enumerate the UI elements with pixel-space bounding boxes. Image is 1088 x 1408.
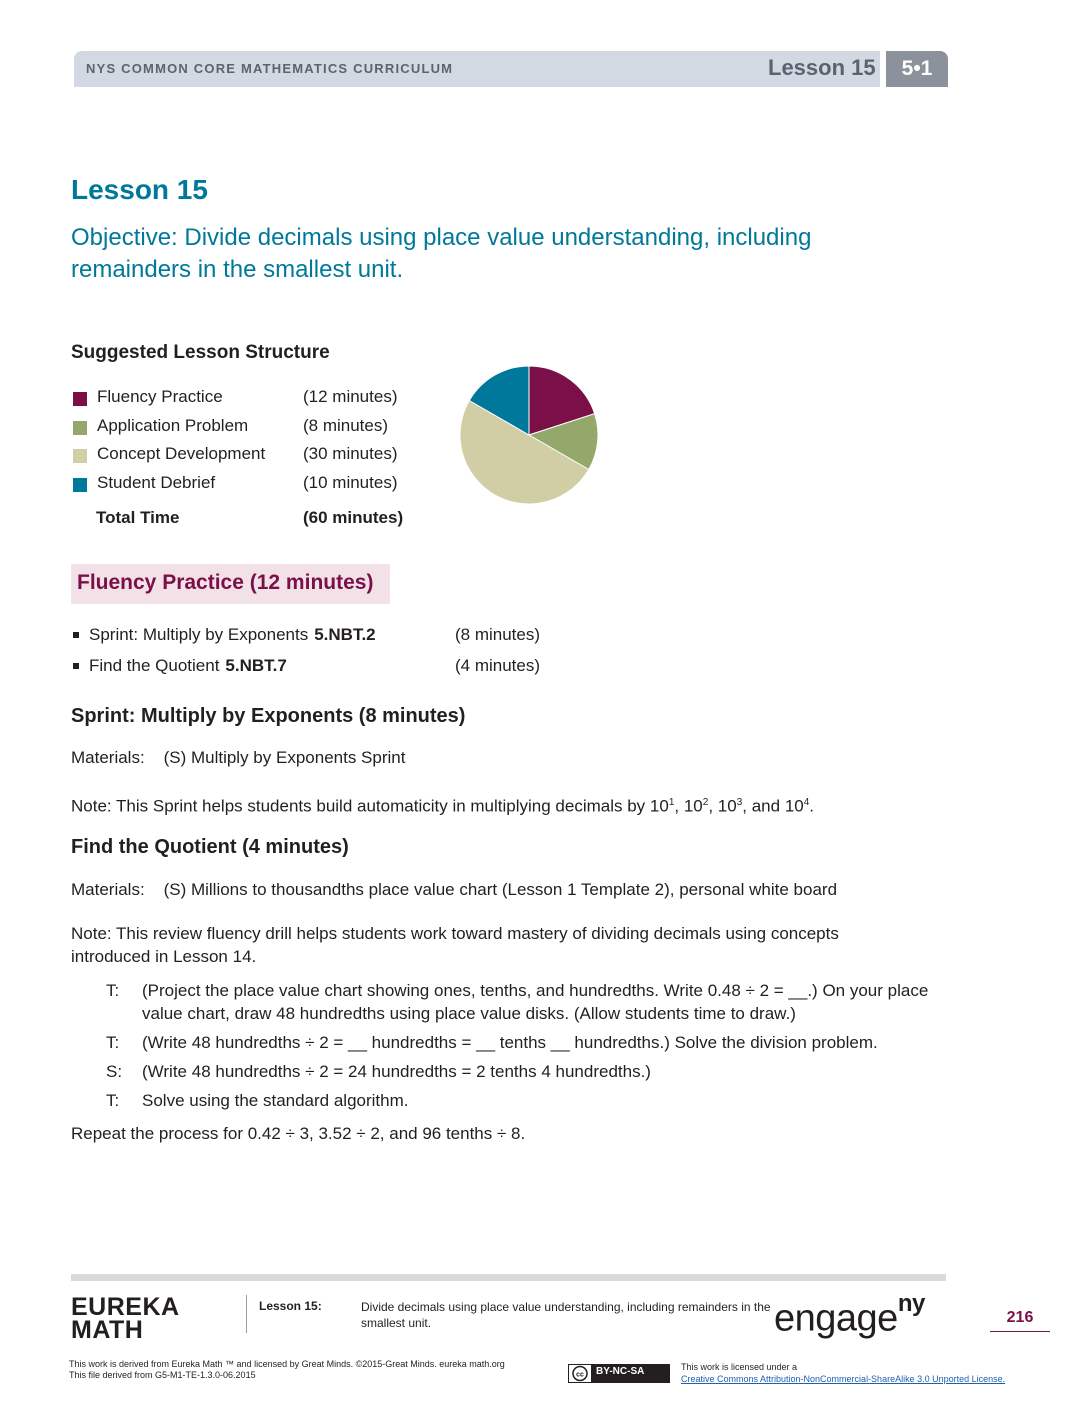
license-line: This work is licensed under a	[681, 1362, 798, 1372]
legend-swatch	[73, 478, 87, 492]
speaker: T:	[106, 981, 120, 1000]
sprint-materials: Materials: (S) Multiply by Exponents Sprint	[71, 748, 406, 767]
separator: ,	[674, 796, 684, 816]
logo-text: engage	[774, 1297, 898, 1340]
cc-license-text: BY-NC-SA	[596, 1366, 645, 1377]
legend-minutes: (30 minutes)	[303, 444, 398, 463]
derived-line: This file derived from G5-M1-TE-1.3.0-06.2015	[69, 1370, 256, 1380]
legend-swatch	[73, 392, 87, 406]
logo-sup: ny	[897, 1290, 925, 1317]
lesson-structure-pie-chart	[458, 364, 600, 506]
objective: Objective: Divide decimals using place value understanding, including remainders in the smallest unit.	[71, 224, 812, 283]
footer-lesson-label: Lesson 15:	[259, 1299, 322, 1313]
dialogue-text: (Write 48 hundredths ÷ 2 = 24 hundredths = 2 tenths 4 hundredths.)	[142, 1062, 651, 1081]
page-number-underline	[990, 1331, 1050, 1332]
base: 10	[784, 796, 804, 816]
total-label: Total Time	[96, 508, 180, 527]
base: 10	[683, 796, 703, 816]
legend-row-fluency	[71, 387, 431, 416]
eureka-math-logo	[71, 1293, 180, 1344]
bullet-square-icon	[73, 663, 79, 669]
legend-swatch	[73, 449, 87, 463]
bullet-square-icon	[73, 632, 79, 638]
derived-notice	[69, 1359, 549, 1381]
legend-minutes: (10 minutes)	[303, 472, 398, 492]
legend-name: Concept Development	[97, 444, 266, 463]
base: 10	[717, 796, 737, 816]
bullet-minutes: (8 minutes)	[455, 625, 541, 644]
legend-name: Application Problem	[97, 415, 249, 435]
footer-lesson-description: Divide decimals using place value understanding, including remainders in the smallest unit.	[361, 1300, 771, 1330]
total-minutes: (60 minutes)	[303, 508, 404, 527]
exponent: 1	[668, 797, 675, 808]
header-lesson: Lesson 15	[768, 55, 876, 80]
sprint-heading: Sprint: Multiply by Exponents (8 minutes)	[71, 705, 466, 727]
sprint-note-text: Note: This Sprint helps students build automaticity in multiplying decimals by 10	[71, 796, 669, 816]
structure-legend	[71, 387, 431, 501]
legend-minutes: (12 minutes)	[303, 387, 398, 406]
exponent: 2	[702, 797, 709, 808]
footer-divider	[246, 1295, 247, 1333]
dialogue	[106, 979, 946, 1118]
logo-line: EUREKA	[71, 1293, 180, 1321]
bullet-standard: 5.NBT.7	[225, 656, 287, 675]
legend-swatch	[73, 421, 87, 435]
legend-row-concept	[71, 444, 431, 473]
list-item	[71, 656, 571, 687]
bullet-text: Find the Quotient	[89, 656, 220, 675]
speaker: T:	[106, 1033, 120, 1052]
curriculum-label: NYS COMMON CORE MATHEMATICS CURRICULUM	[86, 61, 454, 76]
module-badge: 5•1	[886, 51, 948, 87]
legend-row-debrief	[71, 473, 431, 502]
exponent: 4	[803, 797, 810, 808]
cc-icon	[570, 1365, 590, 1382]
logo-line: MATH	[71, 1316, 144, 1344]
lesson-title: Lesson 15	[71, 174, 208, 205]
separator: ,	[708, 796, 718, 816]
footer-bar	[71, 1274, 946, 1281]
engageny-logo	[774, 1290, 925, 1341]
bullet-standard: 5.NBT.2	[314, 625, 376, 644]
bullet-text: Sprint: Multiply by Exponents	[89, 625, 309, 644]
legend-minutes: (8 minutes)	[303, 415, 389, 435]
svg-text:cc: cc	[576, 1371, 584, 1379]
speaker: S:	[106, 1062, 123, 1081]
dialogue-line	[106, 1089, 946, 1112]
repeat-instruction: Repeat the process for 0.42 ÷ 3, 3.52 ÷ 2, and 96 tenths ÷ 8.	[71, 1124, 526, 1143]
fluency-list	[71, 625, 571, 687]
list-item	[71, 625, 571, 656]
dialogue-text: (Write 48 hundredths ÷ 2 = __ hundredths = __ tenths __ hundredths.) Solve the division problem.	[142, 1033, 878, 1052]
quotient-heading: Find the Quotient (4 minutes)	[71, 836, 349, 858]
speaker: T:	[106, 1091, 120, 1110]
dialogue-line	[106, 1031, 946, 1054]
license-notice	[681, 1361, 1061, 1385]
fluency-heading: Fluency Practice (12 minutes)	[77, 571, 374, 594]
dialogue-line	[106, 979, 946, 1025]
sprint-note	[71, 791, 951, 818]
quotient-materials: Materials: (S) Millions to thousandths place value chart (Lesson 1 Template 2), personal white board	[71, 880, 838, 899]
legend-name: Student Debrief	[97, 472, 216, 492]
derived-line: This work is derived from Eureka Math ™ and licensed by Great Minds. ©2015-Great Minds. eureka math.org	[69, 1359, 505, 1369]
quotient-note: Note: This review fluency drill helps students work toward mastery of dividing decimals using concepts introduced in Lesson 14.	[71, 924, 839, 966]
dialogue-text: Solve using the standard algorithm.	[142, 1091, 409, 1110]
dialogue-line	[106, 1060, 946, 1083]
structure-title: Suggested Lesson Structure	[71, 342, 330, 363]
exponent: 3	[736, 797, 743, 808]
period: .	[809, 796, 815, 816]
separator: , and	[742, 796, 785, 816]
legend-row-application	[71, 416, 431, 445]
dialogue-text: (Project the place value chart showing ones, tenths, and hundredths. Write 0.48 ÷ 2 = __.) On your place value chart, draw 48 hundredths using place value disks. (Allow students time to draw.)	[142, 981, 929, 1023]
legend-name: Fluency Practice	[97, 387, 223, 406]
bullet-minutes: (4 minutes)	[455, 656, 541, 675]
page-number: 216	[1006, 1309, 1034, 1326]
license-link[interactable]: Creative Commons Attribution-NonCommercial-ShareAlike 3.0 Unported License.	[681, 1374, 1006, 1384]
